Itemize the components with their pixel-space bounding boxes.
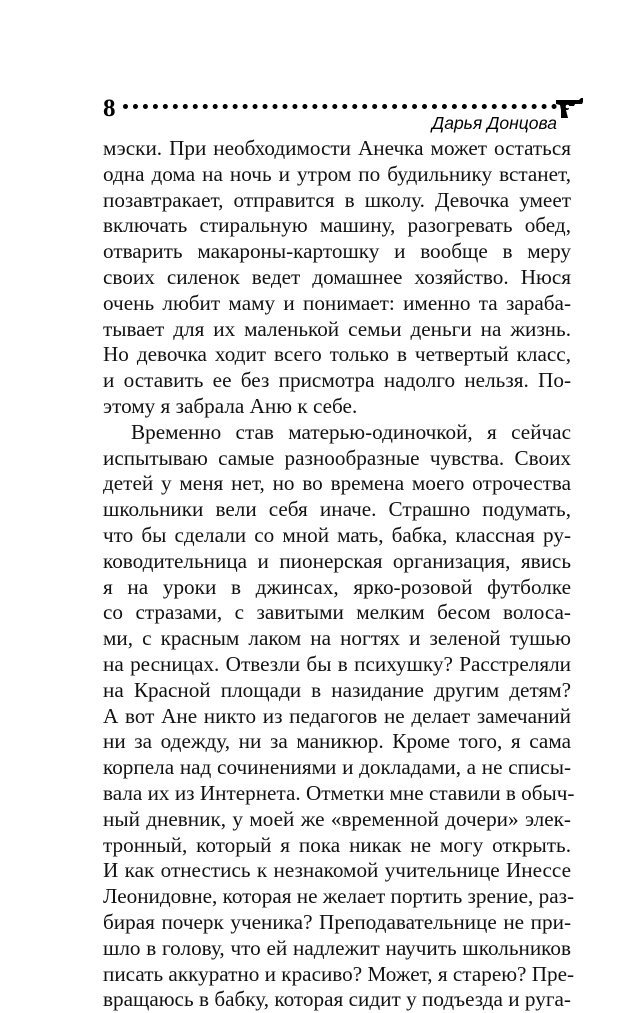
text-line: включать стиральную машину, разогревать обед, [103,213,571,238]
text-line: на ресницах. Отвезли бы в психушку? Расстреляли [103,651,571,676]
text-line: Временно став матерью-одиночкой, я сейчас [131,419,571,444]
text-line: ный дневник, у моей же «временной дочери» элек- [103,806,571,831]
revolver-icon [555,96,585,120]
text-line: своих силенок ведет домашнее хозяйство. Нюся [103,264,571,289]
text-line: одна дома на ночь и утром по будильнику встанет, [103,161,571,186]
text-line: очень любит маму и понимает: именно та зараба- [103,290,571,315]
author-name: Дарья Донцова [431,113,557,133]
page-number: 8 [103,95,116,122]
text-line: со стразами, с завитыми мелким бесом волоса- [103,600,571,625]
text-line: Леонидовне, которая не желает портить зрение, раз- [103,884,575,909]
text-line: вращаюсь в бабку, которая сидит у подъезда и руга- [103,987,571,1012]
text-line: Но девочка ходит всего только в четвертый класс, [103,342,571,367]
text-line: писать аккуратно и красиво? Может, я старею? Пре- [103,961,575,986]
running-header [103,96,585,136]
text-line: А вот Ане никто из педагогов не делает замечаний [103,703,571,728]
text-line: и оставить ее без присмотра надолго нельзя. По- [103,368,571,393]
text-line: я на уроки в джинсах, ярко-розовой футболке [103,574,571,599]
text-line: тывает для их маленькой семьи деньги на жизнь. [103,316,571,341]
dotted-rule [123,104,557,109]
text-line: этому я забрала Аню к себе. [103,393,358,418]
text-line: школьники вели себя иначе. Страшно подумать, [103,497,571,522]
text-line: на Красной площади в назидание другим детям? [103,677,571,702]
text-line: ни за одежду, ни за маникюр. Кроме того, я сама [103,729,571,754]
text-line: детей у меня нет, но во времена моего отрочества [103,471,571,496]
text-line: позавтракает, отправится в школу. Девочка умеет [103,187,571,212]
text-line: испытываю самые разнообразные чувства. Своих [103,445,571,470]
text-line: тронный, который я пока никак не могу открыть. [103,832,571,857]
text-line: ми, с красным лаком на ногтях и зеленой тушью [103,626,571,651]
text-line: что бы сделали со мной мать, бабка, классная ру- [103,522,571,547]
body-text [103,136,575,1013]
text-line: вала их из Интернета. Отметки мне ставили в обыч- [103,780,575,805]
text-line: И как отнестись к незнакомой учительнице Инессе [103,858,571,883]
text-line: корпела над сочинениями и докладами, а не списы- [103,755,571,780]
text-line: мэски. При необходимости Анечка может остаться [103,136,571,160]
text-line: отварить макароны-картошку и вообще в меру [103,239,571,264]
text-line: шло в голову, что ей надлежит научить школьников [103,935,571,960]
text-line: ководительница и пионерская организация, явись [103,548,571,573]
text-line: бирая почерк ученика? Преподавательнице не при- [103,909,571,934]
